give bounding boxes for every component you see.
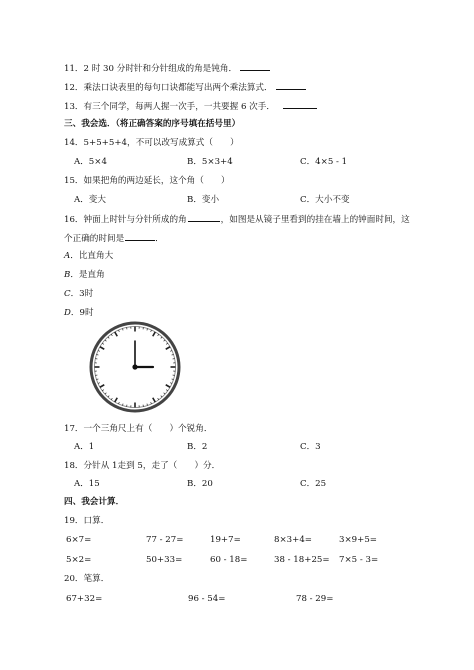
oral-calc-item: 19+7= xyxy=(210,535,241,545)
clock-figure xyxy=(87,318,183,418)
option-c[interactable]: C．3 xyxy=(300,442,321,452)
section-3-heading: 三、我会选．（将正确答案的序号填在括号里） xyxy=(64,119,241,129)
question-11 xyxy=(64,62,270,75)
option-b[interactable]: B．20 xyxy=(187,479,213,489)
question-text: 乘法口诀表里的每句口诀都能写出两个乘法算式． xyxy=(83,83,273,93)
question-17 xyxy=(64,424,212,435)
option-a[interactable]: A．比直角大 xyxy=(64,251,114,261)
question-16-continued xyxy=(64,232,164,245)
section-4-heading: 四、我会计算． xyxy=(64,497,125,507)
question-16 xyxy=(64,213,410,226)
question-text: 一个三角尺上有（ ）个锐角． xyxy=(83,424,213,434)
question-text: 2 时 30 分时针和分针组成的角是钝角． xyxy=(83,64,238,74)
option-c[interactable]: C．大小不变 xyxy=(300,195,350,205)
question-12 xyxy=(64,81,306,94)
option-b[interactable]: B．5×3+4 xyxy=(187,157,233,167)
question-text-part-1: 钟面上时针与分针所成的角 xyxy=(83,215,187,225)
question-number: 14． xyxy=(64,138,84,148)
oral-calc-item: 7×5 - 3= xyxy=(339,555,379,565)
oral-calc-item: 38 - 18+25= xyxy=(274,555,330,565)
question-number: 17． xyxy=(64,424,84,434)
option-d[interactable]: D．9时 xyxy=(64,308,94,318)
question-number: 15． xyxy=(64,176,84,186)
question-19 xyxy=(64,516,109,527)
question-number: 13． xyxy=(64,102,84,112)
oral-calc-item: 8×3+4= xyxy=(274,535,313,545)
option-a[interactable]: A．15 xyxy=(74,479,100,489)
question-text: 5+5+5+4，不可以改写成算式（ ） xyxy=(83,138,239,148)
oral-calc-item: 5×2= xyxy=(66,555,92,565)
option-c[interactable]: C．25 xyxy=(300,479,327,489)
answer-blank[interactable] xyxy=(283,100,317,109)
question-number: 16． xyxy=(64,215,84,225)
oral-calc-item: 3×9+5= xyxy=(339,535,378,545)
written-calc-item: 78 - 29= xyxy=(296,594,334,604)
question-13 xyxy=(64,100,317,113)
question-number: 12． xyxy=(64,83,84,93)
option-b[interactable]: B．是直角 xyxy=(64,270,105,280)
answer-blank[interactable] xyxy=(188,213,220,222)
answer-blank[interactable] xyxy=(125,232,155,241)
clock-center xyxy=(132,364,137,369)
question-text: 有三个同学，每两人握一次手，一共要握 6 次手． xyxy=(83,102,275,112)
option-b[interactable]: B．变小 xyxy=(187,195,220,205)
oral-calc-item: 6×7= xyxy=(66,535,92,545)
question-text-part-4: ． xyxy=(155,234,164,244)
question-number: 19． xyxy=(64,516,84,526)
question-text: 口算． xyxy=(83,516,110,526)
question-number: 20． xyxy=(64,574,84,584)
question-number: 11． xyxy=(64,64,84,74)
answer-blank[interactable] xyxy=(276,81,306,90)
written-calc-item: 67+32= xyxy=(66,594,103,604)
question-text-part-3: 个正确的时间是 xyxy=(64,234,125,244)
question-text: 分针从 1走到 5，走了（ ）分． xyxy=(83,461,221,471)
written-calc-item: 96 - 54= xyxy=(188,594,226,604)
option-a[interactable]: A．1 xyxy=(74,442,95,452)
option-c[interactable]: C．4×5 - 1 xyxy=(300,157,348,167)
oral-calc-item: 60 - 18= xyxy=(210,555,248,565)
question-15 xyxy=(64,176,230,187)
oral-calc-item: 50+33= xyxy=(146,555,183,565)
oral-calc-item: 77 - 27= xyxy=(146,535,184,545)
option-b[interactable]: B．2 xyxy=(187,442,208,452)
question-number: 18． xyxy=(64,461,84,471)
question-20 xyxy=(64,574,109,585)
question-text: 如果把角的两边延长，这个角（ ） xyxy=(83,176,230,186)
question-18 xyxy=(64,461,220,472)
question-14 xyxy=(64,138,239,149)
question-text: 笔算． xyxy=(83,574,110,584)
option-a[interactable]: A．变大 xyxy=(74,195,106,205)
option-a[interactable]: A．5×4 xyxy=(74,157,107,167)
answer-blank[interactable] xyxy=(240,62,270,71)
question-text-part-2: ，如图是从镜子里看到的挂在墙上的钟面时间，这 xyxy=(220,215,410,225)
option-c[interactable]: C．3时 xyxy=(64,289,94,299)
